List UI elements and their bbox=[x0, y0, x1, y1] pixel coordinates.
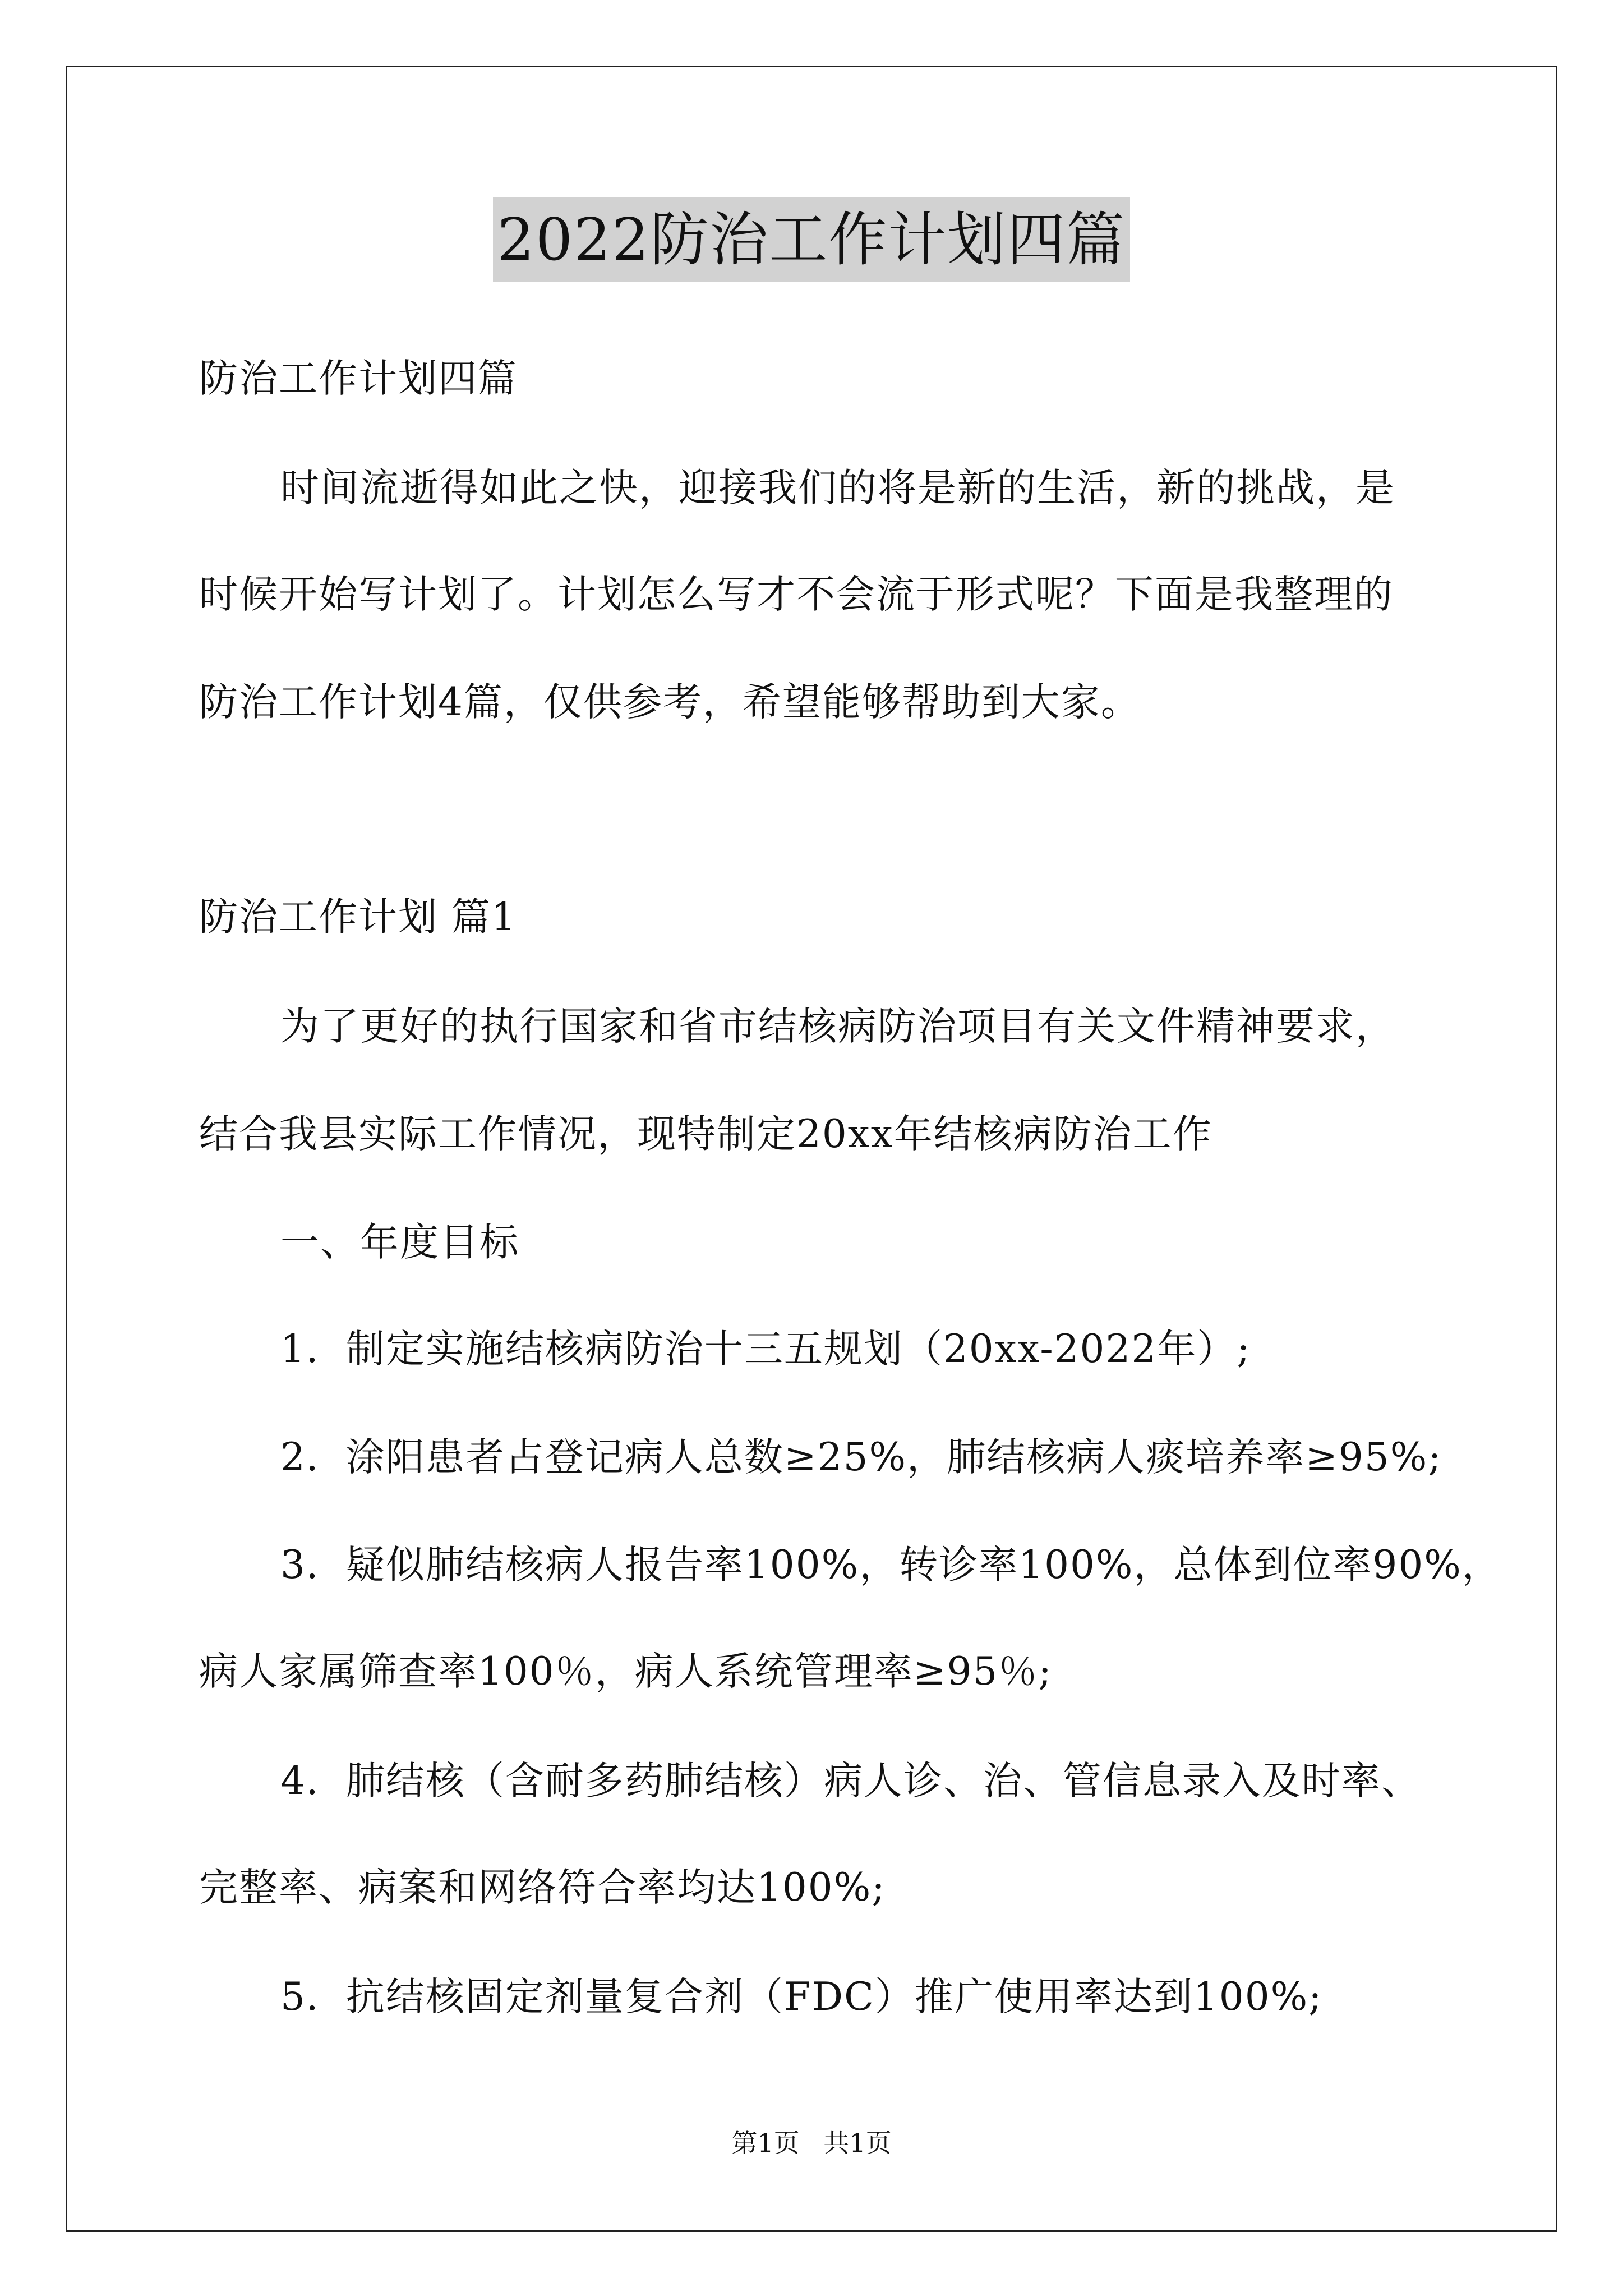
text-line-15: 5．抗结核固定剂量复合剂（FDC）推广使用率达到100%; bbox=[280, 1975, 1323, 2019]
document-title: 2022防治工作计划四篇 bbox=[493, 197, 1131, 282]
text-line-3: 时候开始写计划了。计划怎么写才不会流于形式呢？下面是我整理的 bbox=[199, 572, 1394, 617]
text-line-9: 1．制定实施结核病防治十三五规划（20xx-2022年）; bbox=[280, 1327, 1251, 1372]
text-line-14: 完整率、病案和网络符合率均达100%; bbox=[199, 1865, 886, 1910]
text-line-8: 一、年度目标 bbox=[280, 1220, 519, 1265]
text-line-1: 防治工作计划四篇 bbox=[199, 356, 518, 401]
page-footer bbox=[0, 2126, 1623, 2160]
page-current: 第1页 bbox=[731, 2128, 800, 2158]
text-line-11: 3．疑似肺结核病人报告率100%，转诊率100%，总体到位率90%， bbox=[280, 1543, 1502, 1588]
page-total: 共1页 bbox=[823, 2128, 892, 2158]
text-line-13: 4．肺结核（含耐多药肺结核）病人诊、治、管信息录入及时率、 bbox=[280, 1759, 1421, 1803]
text-line-4: 防治工作计划4篇，仅供参考，希望能够帮助到大家。 bbox=[199, 680, 1141, 725]
text-line-6: 为了更好的执行国家和省市结核病防治项目有关文件精神要求， bbox=[280, 1004, 1395, 1049]
text-line-12: 病人家属筛查率100％，病人系统管理率≥95％; bbox=[199, 1649, 1053, 1694]
text-line-7: 结合我县实际工作情况，现特制定20xx年结核病防治工作 bbox=[199, 1112, 1212, 1157]
title-container bbox=[0, 197, 1623, 282]
section-heading-1: 防治工作计划 篇1 bbox=[199, 895, 517, 940]
text-line-2: 时间流逝得如此之快，迎接我们的将是新的生活，新的挑战，是 bbox=[280, 466, 1395, 510]
text-line-10: 2．涂阳患者占登记病人总数≥25%，肺结核病人痰培养率≥95%; bbox=[280, 1435, 1442, 1480]
